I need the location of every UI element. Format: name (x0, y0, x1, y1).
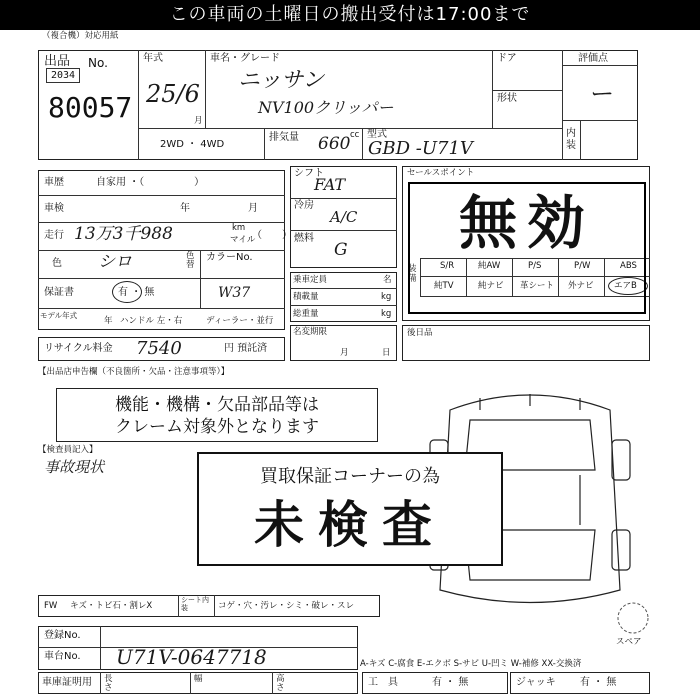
guarantee-stamp (197, 452, 503, 566)
door-label: ドア (497, 53, 517, 64)
legend-fw: FW (44, 601, 58, 611)
after-fit-label: 後日品 (407, 328, 433, 338)
warranty-options: 有 ・ 無 (118, 287, 155, 298)
cert-height: 高さ (276, 674, 285, 694)
model-maker: ニッサン (238, 68, 325, 93)
color-label: 色 (52, 258, 62, 269)
equipment-item: ABS (620, 261, 637, 271)
garage-cert-label: 車庫証明用 (42, 677, 92, 688)
equipment-item: P/S (528, 261, 542, 271)
inspection-label: 車検 (44, 203, 64, 214)
notice-title: 【出品店申告欄（不良箇所・欠品・注意事項等）】 (38, 367, 230, 377)
displacement-unit: cc (350, 130, 360, 140)
guarantee-line-2: 未検査 (254, 496, 446, 554)
warranty-label: 保証書 (44, 287, 74, 298)
damage-key: A-キズ C-腐食 E-エクボ S-サビ U-凹ミ W-補修 XX-交換済 (360, 659, 582, 669)
lot-out-label: 出品 (44, 54, 71, 69)
name-change-day: 日 (382, 348, 391, 358)
name-change-label: 名変期限 (293, 327, 328, 337)
ac-label: 冷房 (294, 200, 314, 211)
mileage-value: 13万3千988 (74, 224, 173, 244)
model-year-unit: 年 (104, 316, 113, 326)
equipment-item: S/R (440, 261, 455, 271)
equipment-item: エアB (614, 281, 637, 291)
dealer-options: ディーラー・並行 (206, 316, 274, 326)
drive-label: 2WD ・ 4WD (160, 139, 225, 150)
chassis-value: U71V-0647718 (116, 645, 267, 669)
form-note: （複合機）対応用紙 (42, 31, 119, 41)
equipment-item: 純TV (434, 281, 454, 291)
fuel-label: 燃料 (294, 233, 314, 244)
mileage-paren: （ ） (252, 230, 292, 241)
ac-value: A/C (330, 208, 358, 226)
legend-seat: シート内装 (181, 596, 209, 612)
model-label: 車名・グレード (210, 53, 280, 64)
equipment-item: 純AW (478, 261, 501, 271)
model-grade: NV100クリッパー (258, 98, 394, 117)
mileage-unit-mile: マイル (230, 235, 256, 245)
color-no-label: カラーNo. (206, 252, 253, 263)
recycle-unit: 円 預託済 (224, 343, 268, 354)
type-value: GBD -U71V (368, 138, 473, 159)
shift-value: FAT (314, 175, 346, 194)
equipment-item: P/W (574, 261, 591, 271)
legend-fw-items: キズ・トビ石・割レX (70, 601, 153, 611)
rating-label: 評価点 (578, 53, 608, 64)
year-month-unit: 月 (194, 116, 203, 126)
inspector-label: 【検査員記入】 (38, 445, 98, 455)
color-no-value: W37 (218, 285, 251, 301)
equipment-label: 装備 (408, 264, 417, 285)
lot-no-label: No. (88, 56, 108, 70)
shift-label: シフト (294, 168, 324, 179)
jack-label: ジャッキ (516, 677, 556, 688)
mileage-unit-km: km (232, 223, 246, 233)
cert-width: 幅 (194, 674, 203, 684)
gross-unit: kg (381, 309, 392, 319)
handle-options: ハンドル 左・右 (120, 316, 183, 326)
color-value: シロ (98, 252, 132, 272)
legend-seat-items: コゲ・穴・汚レ・シミ・破レ・スレ (218, 601, 355, 611)
color-change-label: 色替 (186, 251, 195, 271)
shape-label: 形状 (497, 93, 517, 104)
capacity-label: 乗車定員 (293, 275, 328, 285)
registration-label: 登録No. (44, 630, 81, 641)
load-label: 積載量 (293, 292, 319, 302)
interior-label: 内装 (566, 128, 576, 151)
invalid-stamp-text: 無効 (458, 189, 595, 257)
notice-line-1: 機能・機構・欠品部品等は (115, 395, 319, 415)
sales-point-label: セールスポイント (407, 168, 475, 178)
recycle-label: リサイクル料金 (44, 343, 113, 354)
invalid-stamp (408, 182, 646, 314)
history-label: 車歴 (44, 177, 64, 188)
notice-box (56, 388, 378, 442)
equipment-item: 外ナビ (568, 281, 594, 291)
fuel-value: G (334, 240, 348, 260)
saturday-notice-banner: この車両の土曜日の搬出受付は17:00まで (0, 0, 700, 30)
lot-number: 80057 (48, 91, 133, 124)
spare-label: スペア (616, 637, 642, 647)
inspection-month: 月 (248, 203, 258, 214)
cert-length: 長さ (104, 674, 113, 694)
chassis-label: 車台No. (44, 651, 81, 662)
inspector-note: 事故現状 (44, 458, 105, 476)
year-label: 年式 (143, 53, 163, 64)
displacement-label: 排気量 (269, 132, 299, 143)
tools-label: 工 具 (368, 677, 398, 688)
after-fit-block (402, 325, 650, 361)
guarantee-line-1: 買取保証コーナーの為 (260, 466, 440, 487)
displacement-value: 660 (318, 134, 351, 154)
equipment-item: 純ナビ (478, 281, 504, 291)
name-change-month: 月 (340, 348, 349, 358)
equipment-item: 革シート (520, 281, 555, 291)
lot-code: 2034 (46, 68, 80, 83)
year-value: 25/6 (146, 80, 200, 108)
spare-tire-icon (615, 600, 651, 636)
rating-value: ー (588, 80, 612, 108)
recycle-value: 7540 (136, 338, 182, 359)
mileage-label: 走行 (44, 230, 64, 241)
tools-options: 有 ・ 無 (432, 677, 469, 688)
model-year-label: モデル年式 (40, 311, 78, 320)
type-label: 型式 (367, 129, 387, 140)
warranty-yes-circle (112, 281, 142, 303)
gross-label: 総重量 (293, 309, 319, 319)
capacity-unit: 名 (383, 275, 392, 285)
notice-line-2: クレーム対象外となります (115, 417, 319, 437)
history-value: 自家用 ・（ ） (96, 177, 205, 188)
load-unit: kg (381, 292, 392, 302)
inspection-year: 年 (180, 203, 190, 214)
jack-options: 有 ・ 無 (580, 677, 617, 688)
